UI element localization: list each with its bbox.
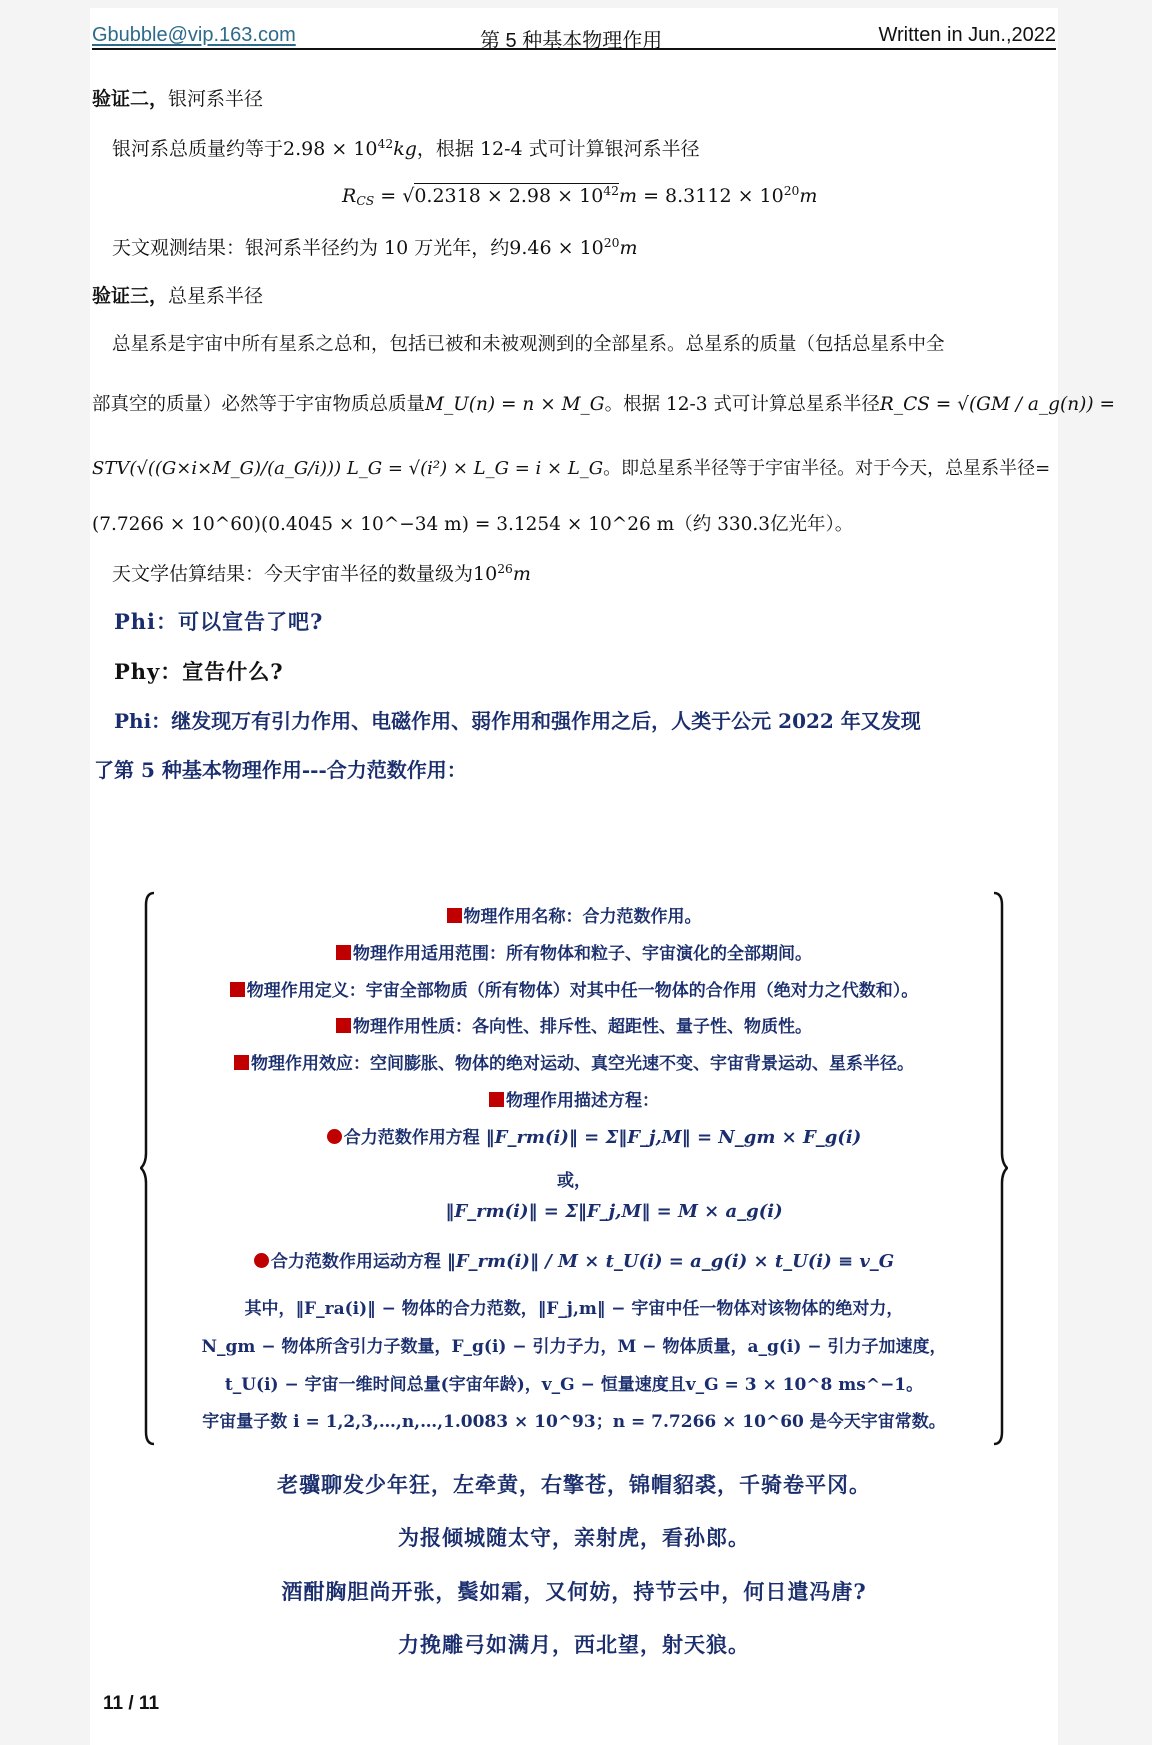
definitions-line-2: N_gm − 物体所含引力子数量，F_g(i) − 引力子力，M − 物体质量，a_g(i) − 引力子加速度，	[201, 1337, 947, 1357]
poem-line-1: 老骥聊发少年狂，左牵黄，右擎苍，锦帽貂裘，千骑卷平冈。	[277, 1472, 871, 1497]
math: ‖F_rm(i)‖ / M × t_U(i) = a_g(i) × t_U(i) ≡ v_G	[446, 1251, 895, 1272]
red-square-bullet-icon	[336, 1018, 351, 1033]
speaker: Phi：	[114, 609, 179, 634]
box-item-equations	[140, 1086, 1008, 1111]
equation-label: 合力范数作用方程	[343, 1128, 480, 1148]
dialogue-line-3-cont: 了第 5 种基本物理作用---合力范数作用：	[94, 758, 467, 782]
math-unit: kg	[393, 138, 417, 160]
dialogue-text: 可以宣告了吧?	[178, 609, 324, 634]
math: 9.46 × 10	[509, 237, 604, 259]
text: 部真空的质量）必然等于宇宙物质总质量	[92, 394, 426, 415]
red-square-bullet-icon	[230, 982, 245, 997]
section2-heading-text: 银河系半径	[168, 88, 264, 110]
box-item-name	[140, 902, 1008, 927]
section3-heading-text: 总星系半径	[168, 285, 264, 307]
motion-equation	[140, 1247, 1008, 1272]
math: (7.7266 × 10^60)(0.4045 × 10^−34 m) = 3.1254 × 10^26 m	[92, 514, 675, 535]
box-item-text: 物理作用名称：合力范数作用。	[463, 907, 702, 927]
math-exp: 26	[497, 562, 513, 577]
text: 天文学估算结果：今天宇宙半径的数量级为	[112, 563, 474, 585]
sqrt-content	[414, 183, 619, 207]
box-item-text: 物理作用描述方程：	[506, 1091, 659, 1111]
section2-heading	[92, 84, 263, 111]
box-item-scope	[140, 939, 1008, 964]
red-square-bullet-icon	[336, 945, 351, 960]
box-item-properties	[140, 1012, 1008, 1037]
document-page	[90, 8, 1115, 1745]
box-item-effects	[140, 1049, 1008, 1074]
box-item-text: 物理作用适用范围：所有物体和粒子、宇宙演化的全部期间。	[353, 944, 812, 964]
document-title: 第 5 种基本物理作用	[480, 30, 663, 52]
math: R_CS = √(GM / a_g(n)) =	[879, 394, 1115, 415]
math: 0.2318 × 2.98 × 10	[414, 185, 604, 207]
red-square-bullet-icon	[489, 1092, 504, 1107]
math-unit: m	[619, 185, 638, 207]
definitions-line-3: t_U(i) − 宇宙一维时间总量(宇宙年龄)，v_G − 恒量速度且v_G = 3 × 10^8 ms^−1。	[224, 1375, 924, 1395]
text: ，根据 12-4 式可计算银河系半径	[416, 138, 700, 160]
dialogue-text: 宣告什么?	[182, 659, 284, 684]
galaxy-radius-equation: $R_{CS} = √0.2318 \times 2.98 \times 10^{42}m = 8.3112 \times 10^{20}m$	[342, 184, 818, 209]
box-item-text: 物理作用效应：空间膨胀、物体的绝对运动、真空光速不变、宇宙背景运动、星系半径。	[251, 1054, 914, 1074]
red-square-bullet-icon	[234, 1055, 249, 1070]
or-label: 或，	[557, 1171, 591, 1191]
section2-paragraph	[112, 134, 700, 161]
math-exp: 42	[377, 137, 394, 152]
text: 天文观测结果：银河系半径约为 10 万光年，约	[112, 237, 510, 259]
section3-line2	[92, 390, 1115, 416]
poem-line-4: 力挽雕弓如满月，西北望，射天狼。	[398, 1632, 750, 1657]
box-item-text: 物理作用性质：各向性、排斥性、超距性、量子性、物质性。	[353, 1017, 812, 1037]
section3-line4	[92, 510, 853, 536]
section3-heading	[92, 281, 263, 308]
math-unit: m	[512, 563, 531, 585]
text: 银河系总质量约等于	[112, 138, 284, 160]
math: ‖F_rm(i)‖ = Σ‖F_j,M‖ = N_gm × F_g(i)	[485, 1127, 862, 1148]
math-sub: CS	[356, 194, 375, 209]
math: ‖F_rm(i)‖ = Σ‖F_j,M‖ = M × a_g(i)	[445, 1201, 783, 1222]
math: R	[342, 185, 357, 207]
math-exp: 20	[783, 184, 800, 199]
math-unit: m	[799, 185, 818, 207]
dialogue-line-1	[114, 606, 323, 636]
definitions-line-1: 其中，‖F_ra(i)‖ − 物体的合力范数，‖F_j,m‖ − 宇宙中任一物体对该物体的绝对力，	[244, 1299, 904, 1319]
math-exp: 42	[603, 184, 620, 199]
red-square-bullet-icon	[447, 908, 462, 923]
math: M_U(n) = n × M_G	[425, 394, 605, 415]
math-exp: 20	[603, 236, 620, 251]
box-item-definition	[140, 976, 1008, 1001]
speaker: Phy：	[114, 659, 183, 684]
norm-equation-2	[220, 1201, 1008, 1222]
math: 10	[473, 563, 498, 585]
equation-label: 合力范数作用运动方程	[270, 1252, 441, 1272]
red-dot-bullet-icon	[254, 1253, 269, 1268]
section2-observation	[112, 233, 638, 260]
norm-equation-1	[180, 1123, 1008, 1148]
box-item-text: 物理作用定义：宇宙全部物质（所有物体）对其中任一物体的合作用（绝对力之代数和）。	[246, 981, 919, 1001]
fifth-interaction-box	[140, 891, 1008, 1446]
definitions-line-4: 宇宙量子数 i = 1,2,3,…,n,…,1.0083 × 10^93；n = 7.7266 × 10^60 是今天宇宙常数。	[202, 1412, 946, 1432]
section3-line3	[92, 454, 1050, 480]
dialogue-line-2	[114, 656, 284, 686]
dialogue-line-3	[114, 705, 921, 734]
math: STV(√((G×i×M_G)/(a_G/i))) L_G = √(i²) × L_G = i × L_G	[92, 458, 604, 479]
text: 。根据 12-3 式可计算总星系半径	[604, 394, 880, 415]
red-dot-bullet-icon	[327, 1129, 342, 1144]
math-unit: m	[619, 237, 638, 259]
math: = 8.3112 × 10	[637, 185, 784, 207]
header-rule	[92, 48, 1056, 50]
section3-heading-label: 验证三，	[92, 285, 169, 307]
section2-heading-label: 验证二，	[92, 88, 169, 110]
written-date: Written in Jun.,2022	[878, 24, 1056, 46]
section3-estimate	[112, 559, 531, 586]
text: （约 330.3亿光年）。	[674, 514, 854, 535]
page-indicator: 11 / 11	[103, 1693, 160, 1714]
poem-line-2: 为报倾城随太守，亲射虎，看孙郎。	[398, 1525, 750, 1550]
section3-line1: 总星系是宇宙中所有星系之总和，包括已被和未被观测到的全部星系。总星系的质量（包括总星系中全	[112, 334, 945, 355]
speaker: Phi：	[114, 709, 172, 733]
poem-line-3: 酒酣胸胆尚开张，鬓如霜，又何妨，持节云中，何日遣冯唐?	[281, 1579, 867, 1604]
author-email-link[interactable]: Gbubble@vip.163.com	[92, 24, 296, 46]
text: 。即总星系半径等于宇宙半径。对于今天，总星系半径=	[603, 458, 1051, 479]
math: 2.98 × 10	[283, 138, 378, 160]
dialogue-text: 继发现万有引力作用、电磁作用、弱作用和强作用之后，人类于公元 2022 年又发现	[171, 709, 921, 733]
